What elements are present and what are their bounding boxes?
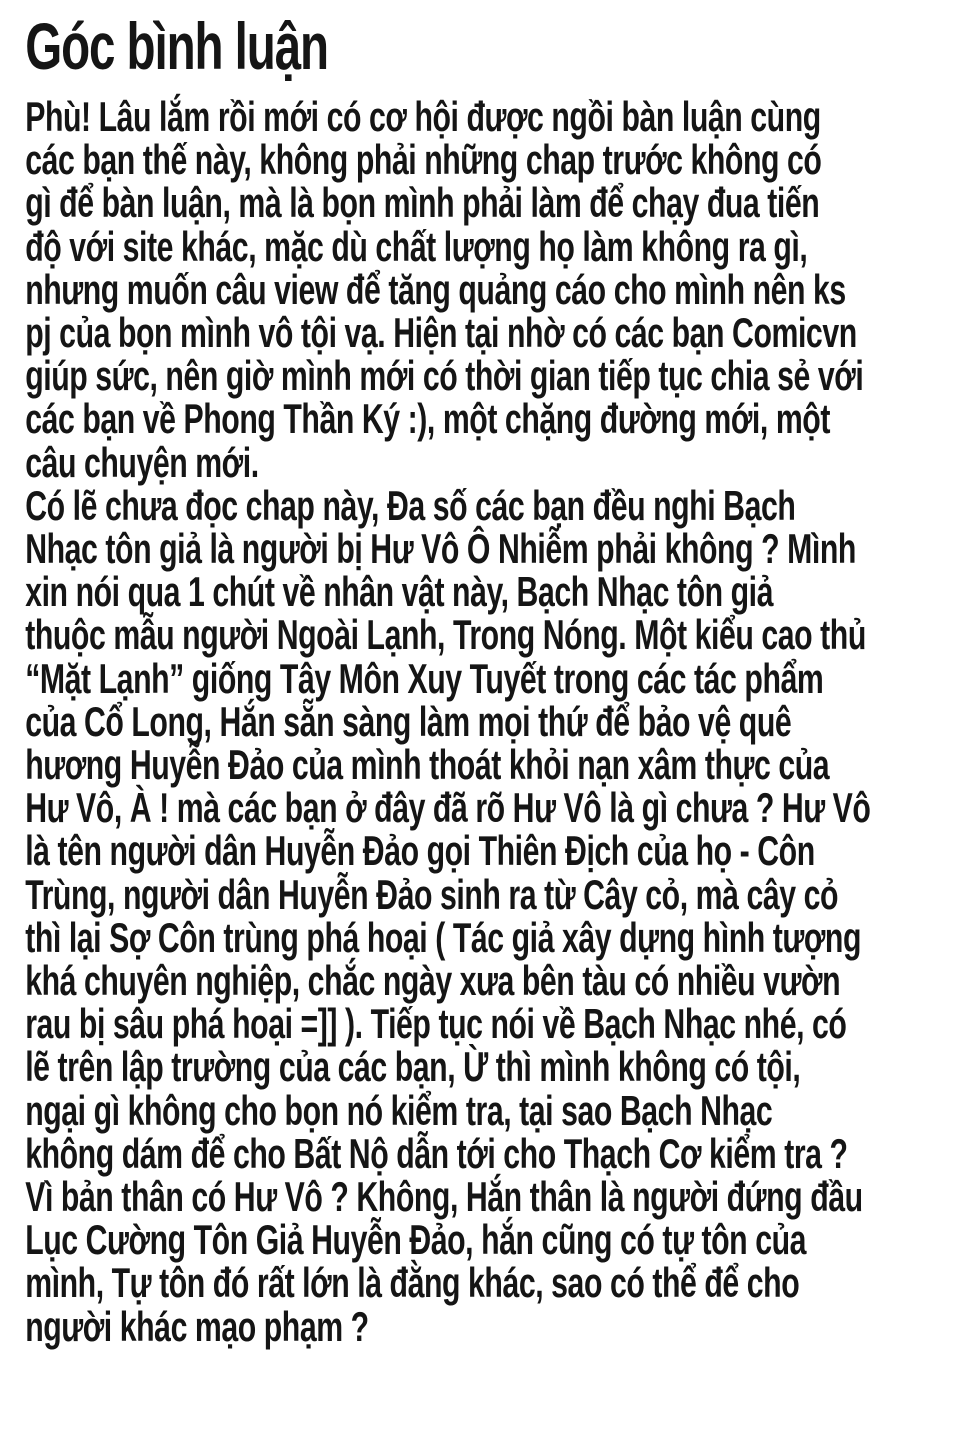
text-line: xin nói qua 1 chút về nhân vật này, Bạch Nhạc tôn giả <box>25 568 774 616</box>
text-line: câu chuyện mới. <box>25 438 259 486</box>
page-title: Góc bình luận <box>25 9 328 83</box>
text-line: nhưng muốn câu view để tăng quảng cáo cho mình nên ks <box>25 265 846 313</box>
text-line: Hư Vô, À ! mà các bạn ở đây đã rõ Hư Vô là gì chưa ? Hư Vô <box>25 784 871 832</box>
text-line: thì lại Sợ Côn trùng phá hoại ( Tác giả xây dựng hình tượng <box>25 913 861 961</box>
text-line: các bạn về Phong Thần Ký :), một chặng đường mới, một <box>25 395 830 443</box>
text-line: các bạn thế này, không phải những chap trước không có <box>25 136 822 184</box>
text-line: giúp sức, nên giờ mình mới có thời gian tiếp tục chia sẻ với <box>25 352 864 400</box>
text-line: Nhạc tôn giả là người bị Hư Vô Ô Nhiễm phải không ? Mình <box>25 525 856 573</box>
text-line: không dám để cho Bất Nộ dẫn tới cho Thạch Cơ kiểm tra ? <box>25 1129 848 1177</box>
text-line: hương Huyễn Đảo của mình thoát khỏi nạn xâm thực của <box>25 741 830 789</box>
text-line: mình, Tự tôn đó rất lớn là đằng khác, sao có thể để cho <box>25 1259 800 1307</box>
text-line: Lục Cường Tôn Giả Huyễn Đảo, hắn cũng có tự tôn của <box>25 1216 807 1264</box>
text-line: Vì bản thân có Hư Vô ? Không, Hắn thân là người đứng đầu <box>25 1173 863 1221</box>
text-line: Trùng, người dân Huyễn Đảo sinh ra từ Cây cỏ, mà cây cỏ <box>25 870 839 918</box>
text-line: Phù! Lâu lắm rồi mới có cơ hội được ngồi bàn luận cùng <box>25 93 821 140</box>
text-line: gì để bàn luận, mà là bọn mình phải làm để chạy đua tiến <box>25 179 820 227</box>
text-line: Có lẽ chưa đọc chap này, Đa số các bạn đều nghi Bạch <box>25 481 796 529</box>
paragraph-discussion <box>25 481 953 1350</box>
text-line: khá chuyên nghiệp, chắc ngày xưa bên tàu có nhiều vườn <box>25 957 841 1005</box>
text-line: “Mặt Lạnh” giống Tây Môn Xuy Tuyết trong các tác phẩm <box>25 654 824 702</box>
text-line: người khác mạo phạm ? <box>25 1302 369 1350</box>
text-line: rau bị sâu phá hoại =]] ). Tiếp tục nói về Bạch Nhạc nhé, có <box>25 1000 847 1048</box>
comment-corner-page <box>0 9 960 1350</box>
text-line: của Cổ Long, Hắn sẵn sàng làm mọi thứ để bảo vệ quê <box>25 697 792 745</box>
text-line: ngại gì không cho bọn nó kiểm tra, tại sao Bạch Nhạc <box>25 1086 773 1134</box>
text-line: thuộc mẫu người Ngoài Lạnh, Trong Nóng. Một kiểu cao thủ <box>25 611 866 659</box>
text-line: pj của bọn mình vô tội vạ. Hiện tại nhờ có các bạn Comicvn <box>25 309 857 357</box>
paragraph-intro <box>25 95 953 484</box>
text-line: độ với site khác, mặc dù chất lượng họ làm không ra gì, <box>25 222 808 270</box>
text-line: là tên người dân Huyễn Đảo gọi Thiên Địch của họ - Côn <box>25 827 815 875</box>
text-line: lẽ trên lập trường của các bạn, Ừ thì mình không có tội, <box>25 1043 801 1091</box>
